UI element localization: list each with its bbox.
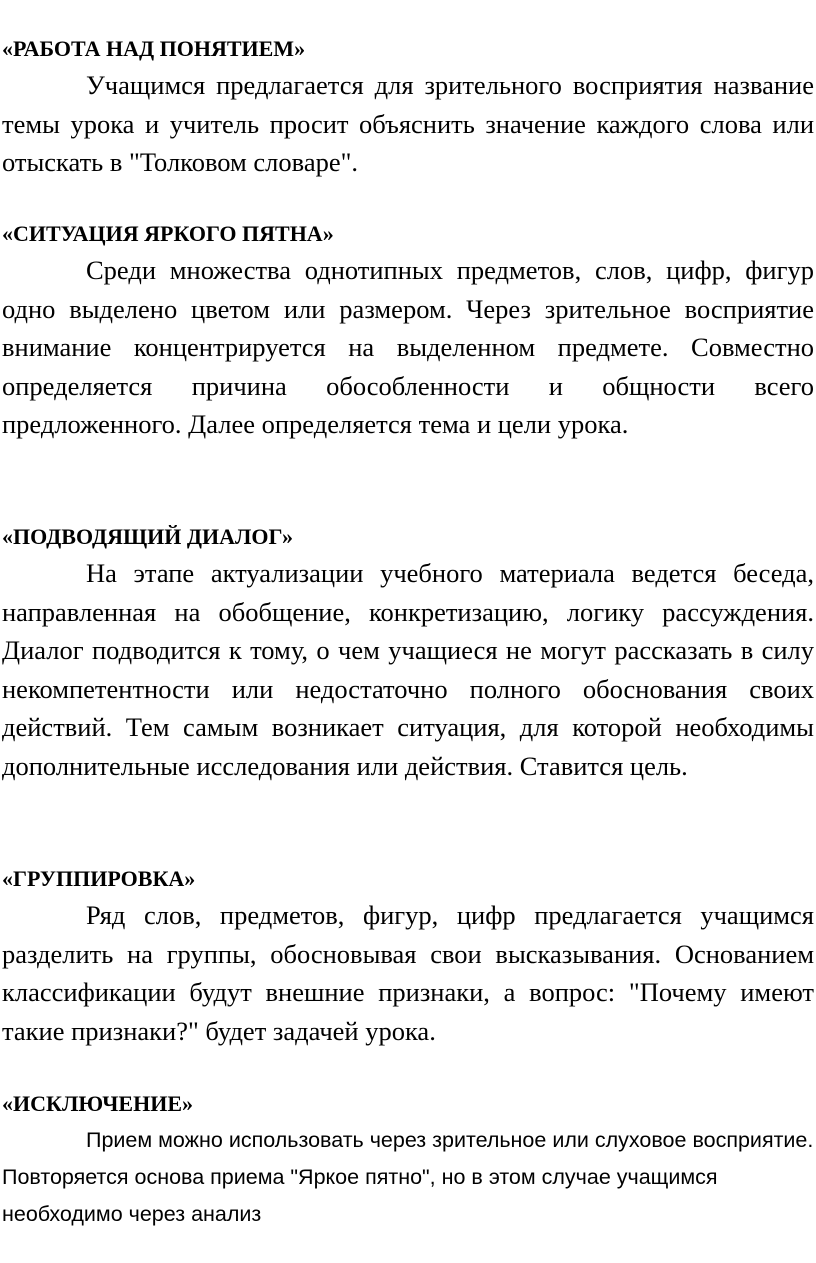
section-heading-concept-work: «РАБОТА НАД ПОНЯТИЕМ» (2, 36, 306, 61)
section-text-grouping: Ряд слов, предметов, фигур, цифр предлагается учащимся разделить на группы, обосновывая свои высказывания. Основанием классификации будут внешние признаки, а вопрос: "Почему имеют такие признаки?" будет задачей урока. (2, 900, 814, 1046)
section-text-leading-dialogue: На этапе актуализации учебного материала ведется беседа, направленная на обобщение, конкретизацию, логику рассуждения. Диалог подводится к тому, о чем учащиеся не могут рассказать в силу некомпетентности или недостаточно полного обоснования своих действий. Тем самым возникает ситуация, для которой необходимы дополнительные исследования или действия. Ставится цель. (2, 558, 814, 781)
section-text-bright-spot: Среди множества однотипных предметов, слов, цифр, фигур одно выделено цветом или размером. Через зрительное восприятие внимание концентрируется на выделенном предмете. Совместно определяется причина обособленности и общности всего предложенного. Далее определяется тема и цели урока. (2, 255, 814, 439)
section-text-exclusion: Прием можно использовать через зрительное или слуховое восприятие. Повторяется основа приема "Яркое пятно", но в этом случае учащимся необходимо через анализ (2, 1128, 814, 1226)
section-heading-leading-dialogue: «ПОДВОДЯЩИЙ ДИАЛОГ» (2, 524, 293, 549)
section-heading-exclusion: «ИСКЛЮЧЕНИЕ» (2, 1091, 193, 1116)
section-text-concept-work: Учащимся предлагается для зрительного восприятия название темы урока и учитель просит объяснить значение каждого слова или отыскать в "Толковом словаре". (2, 70, 814, 177)
section-heading-bright-spot: «СИТУАЦИЯ ЯРКОГО ПЯТНА» (2, 221, 334, 246)
section-heading-grouping: «ГРУППИРОВКА» (2, 866, 196, 891)
